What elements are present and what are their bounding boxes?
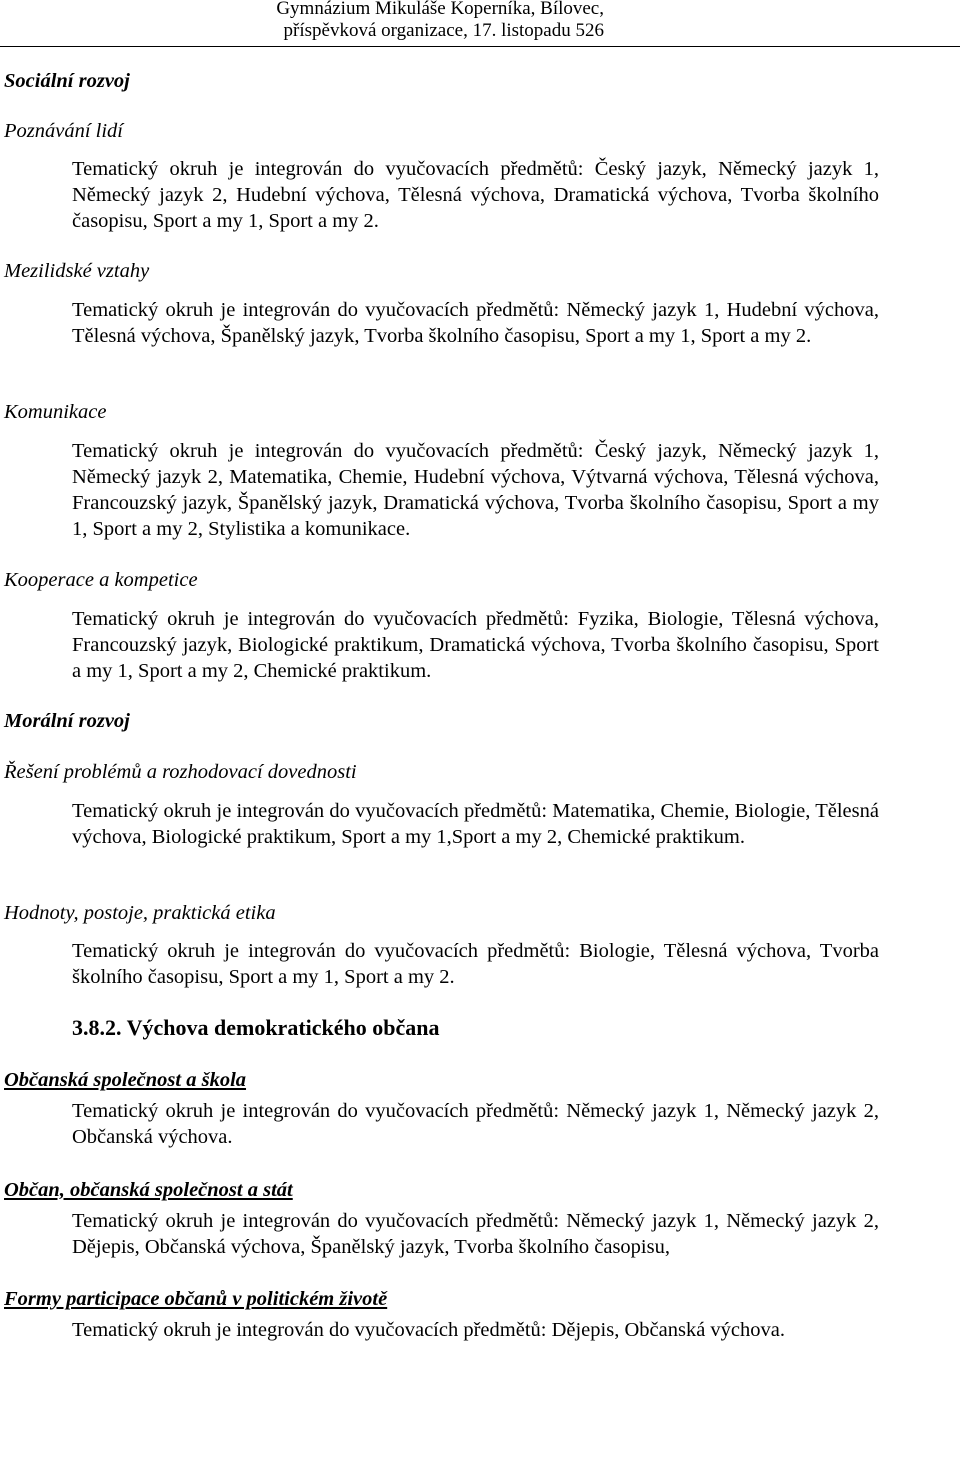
paragraph-komunikace: Tematický okruh je integrován do vyučovacích předmětů: Český jazyk, Německý jazyk 1, Německý jazyk 2, Matematika, Chemie, Hudební výchova, Výtvarná výchova, Tělesná výchova, Francouzský jazyk, Španělský jazyk, Dramatická výchova, Tvorba školního časopisu, Sport a my 1, Sport a my 2, Stylistika a komunikace. <box>72 440 879 540</box>
heading-poznavani-lidi: Poznávání lidí <box>4 120 124 142</box>
heading-obcanska-spolecnost-a-skola: Občanská společnost a škola <box>4 1069 247 1091</box>
heading-hodnoty-postoje: Hodnoty, postoje, praktická etika <box>4 902 276 924</box>
heading-komunikace: Komunikace <box>4 401 107 423</box>
page-header <box>4 0 604 42</box>
paragraph-hodnoty-postoje: Tematický okruh je integrován do vyučovacích předmětů: Biologie, Tělesná výchova, Tvorba školního časopisu, Sport a my 1, Sport a my 2. <box>72 940 879 988</box>
paragraph-reseni-problemu: Tematický okruh je integrován do vyučovacích předmětů: Matematika, Chemie, Biologie, Tělesná výchova, Biologické praktikum, Sport a my 1,Sport a my 2, Chemické praktikum. <box>72 800 879 848</box>
paragraph-formy-participace: Tematický okruh je integrován do vyučovacích předmětů: Dějepis, Občanská výchova. <box>72 1319 785 1341</box>
heading-formy-participace: Formy participace občanů v politickém životě <box>4 1288 388 1310</box>
paragraph-obcan-spolecnost-stat: Tematický okruh je integrován do vyučovacích předmětů: Německý jazyk 1, Německý jazyk 2, Dějepis, Občanská výchova, Španělský jazyk, Tvorba školního časopisu, <box>72 1210 879 1258</box>
heading-kooperace-a-kompetice: Kooperace a kompetice <box>4 569 198 591</box>
header-rule <box>0 46 960 47</box>
header-line-1: Gymnázium Mikuláše Koperníka, Bílovec, <box>276 0 604 19</box>
paragraph-poznavani-lidi: Tematický okruh je integrován do vyučovacích předmětů: Český jazyk, Německý jazyk 1, Německý jazyk 2, Hudební výchova, Tělesná výchova, Dramatická výchova, Tvorba školního časopisu, Sport a my 1, Sport a my 2. <box>72 158 879 232</box>
heading-moralni-rozvoj: Morální rozvoj <box>4 710 130 732</box>
heading-mezilidske-vztahy: Mezilidské vztahy <box>4 260 150 282</box>
heading-obcan-spolecnost-stat: Občan, občanská společnost a stát <box>4 1179 293 1201</box>
paragraph-kooperace-a-kompetice: Tematický okruh je integrován do vyučovacích předmětů: Fyzika, Biologie, Tělesná výchova, Francouzský jazyk, Biologické praktikum, Dramatická výchova, Tvorba školního časopisu, Sport a my 1, Sport a my 2, Chemické praktikum. <box>72 608 879 682</box>
heading-reseni-problemu: Řešení problémů a rozhodovací dovednosti <box>4 761 357 783</box>
chapter-title: 3.8.2. Výchova demokratického občana <box>72 1015 440 1040</box>
heading-socialni-rozvoj: Sociální rozvoj <box>4 70 130 92</box>
paragraph-mezilidske-vztahy: Tematický okruh je integrován do vyučovacích předmětů: Německý jazyk 1, Hudební výchova, Tělesná výchova, Španělský jazyk, Tvorba školního časopisu, Sport a my 1, Sport a my 2. <box>72 299 879 347</box>
header-line-2: příspěvková organizace, 17. listopadu 526 <box>283 20 604 41</box>
paragraph-obcanska-spolecnost-a-skola: Tematický okruh je integrován do vyučovacích předmětů: Německý jazyk 1, Německý jazyk 2, Občanská výchova. <box>72 1100 879 1148</box>
